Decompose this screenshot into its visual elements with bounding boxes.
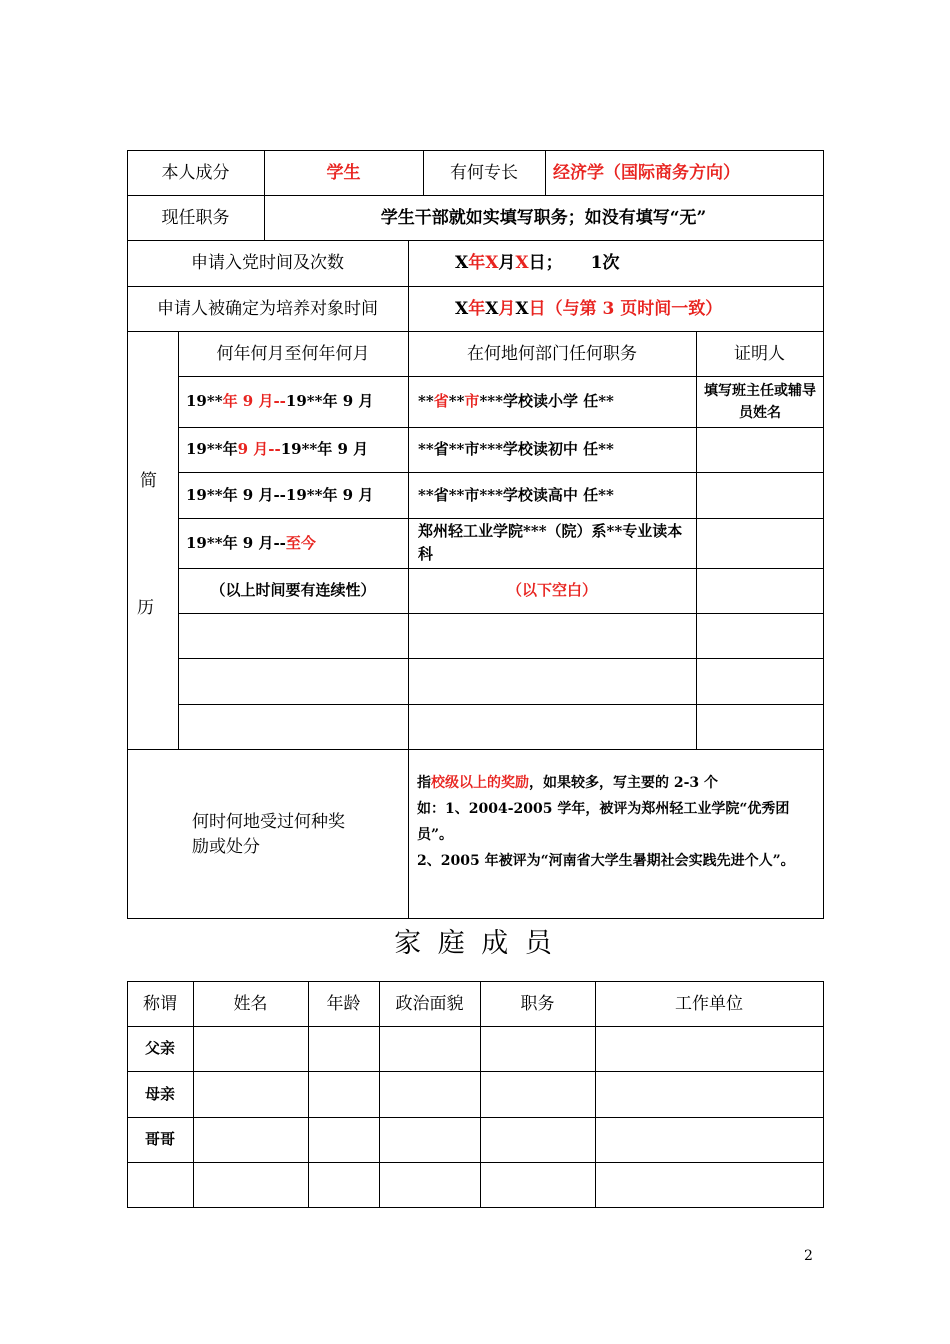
- resume-row-1-witness: 填写班主任或辅导员姓名: [704, 382, 816, 421]
- resume-row-1-place: ** 省 ** 市 ***学校读小学 任**: [418, 392, 614, 410]
- family-row-empty: [127, 1162, 193, 1207]
- resume-row-5-place: （以下空白）: [506, 581, 597, 599]
- awards-line-3: 2、2005 年被评为“河南省大学生暑期社会实践先进个人”。: [417, 853, 795, 869]
- family-header-workplace: 工作单位: [675, 993, 743, 1014]
- page-number: 2: [804, 1248, 813, 1264]
- family-header-politics: 政治面貌: [395, 993, 464, 1014]
- resume-row-2-period: 19**年 9 月-- 19**年 9 月: [186, 440, 369, 458]
- family-row-mother: 母亲: [144, 1084, 175, 1103]
- family-title: 家 庭 成 员: [394, 928, 556, 959]
- train-label: 申请人被确定为培养对象时间: [157, 298, 378, 319]
- resume-header-place: 在何地何部门任何职务: [467, 343, 637, 364]
- status-label: 本人成分: [161, 162, 230, 183]
- resume-side-label-top: 简: [140, 471, 157, 491]
- specialty-label: 有何专长: [450, 162, 518, 183]
- family-header-age: 年龄: [326, 993, 361, 1014]
- family-row-father: 父亲: [144, 1039, 175, 1057]
- resume-side-label-bottom: 历: [137, 598, 154, 618]
- resume-row-1-period: 19** 年 9 月-- 19**年 9 月: [186, 392, 374, 410]
- resume-row-2-place: **省**市***学校读初中 任**: [418, 440, 614, 458]
- position-label: 现任职务: [161, 207, 230, 228]
- resume-row-4-place: 郑州轻工业学院***（院）系**专业读本科: [418, 522, 683, 563]
- resume-row-3-period: 19**年 9 月--19**年 9 月: [186, 485, 374, 504]
- apply-label: 申请入党时间及次数: [191, 253, 344, 273]
- family-header-name: 姓名: [233, 993, 268, 1014]
- train-value: X 年 X 月 X 日（与第 3 页时间一致）: [455, 298, 723, 319]
- awards-line-1: 指校级以上的奖励，如果较多，写主要的 2-3 个: [417, 775, 719, 791]
- resume-row-3-place: **省**市***学校读高中 任**: [418, 485, 614, 504]
- resume-row-4-period: 19**年 9 月-- 至今: [186, 533, 316, 552]
- resume-header-witness: 证明人: [734, 343, 785, 364]
- awards-label: 何时何地受过何种奖励或处分: [192, 812, 345, 857]
- specialty-value: 经济学（国际商务方向）: [553, 162, 740, 183]
- family-header-relation: 称谓: [143, 993, 177, 1014]
- status-value: 学生: [326, 162, 361, 183]
- resume-row-5-period: （以上时间要有连续性）: [210, 581, 376, 599]
- family-row-brother: 哥哥: [144, 1130, 175, 1148]
- family-header-position: 职务: [520, 993, 555, 1014]
- awards-line-2: 如：1、2004-2005 学年，被评为郑州轻工业学院“优秀团员”。: [417, 801, 790, 843]
- apply-value: X 年 X 月 X 日； 1次: [455, 253, 620, 273]
- resume-header-period: 何年何月至何年何月: [216, 343, 370, 364]
- position-value: 学生干部就如实填写职务；如没有填写“无”: [380, 207, 707, 228]
- awards-content: [417, 770, 817, 874]
